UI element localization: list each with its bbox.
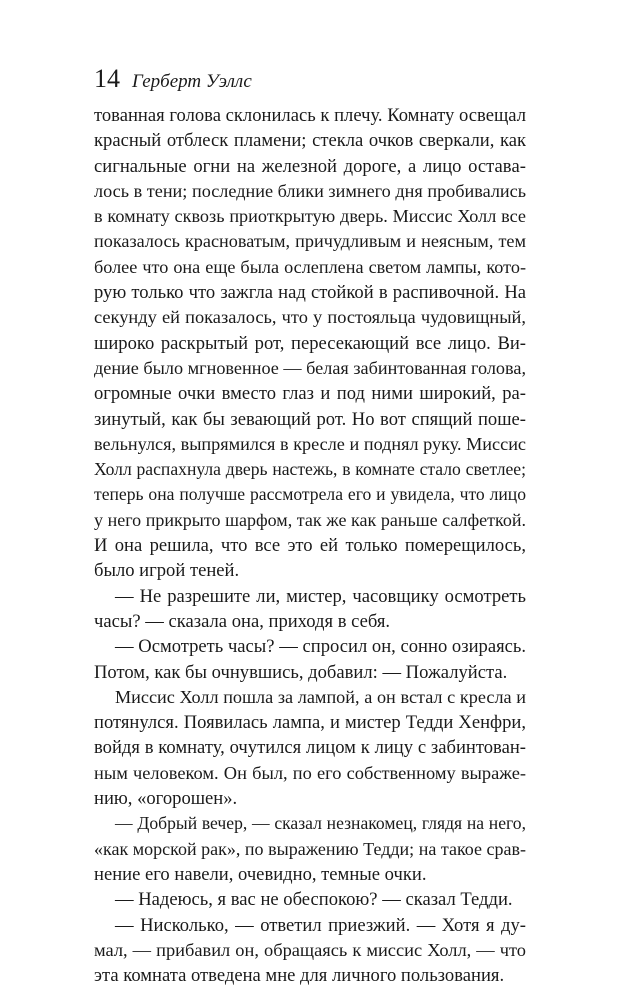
text-line: более что она еще была ослеплена светом лампы, кото-: [94, 256, 526, 277]
text-line: секунду ей показалось, что у постояльца чудовищный,: [94, 307, 526, 328]
text-line: «как морской рак», по выражению Тедди; на такое срав-: [94, 838, 526, 859]
text-line: рую только что зажгла над стойкой в распивочной. На: [94, 282, 526, 304]
text-line: нию, «огорошен».: [94, 788, 238, 810]
dialogue-line: — Добрый вечер, — сказал незнакомец, глядя на него,: [115, 813, 526, 834]
text-line: у него прикрыто шарфом, так же как раньше салфеткой.: [94, 509, 526, 530]
page-number: 14: [94, 64, 120, 93]
text-line: часы? — сказала она, приходя в себя.: [94, 610, 391, 632]
text-line: И она решила, что все это ей только померещилось,: [94, 535, 526, 557]
page-header: [94, 64, 252, 94]
text-line: огромные очки вместо глаз и под ними широкий, ра-: [94, 383, 526, 405]
text-line: показалось красноватым, причудливым и неясным, тем: [94, 231, 526, 252]
text-line: красный отблеск пламени; стекла очков сверкали, как: [94, 130, 526, 152]
dialogue-line: — Не разрешите ли, мистер, часовщику осмотреть: [115, 585, 526, 607]
text-line: мал, — прибавил он, обращаясь к миссис Холл, — что: [94, 939, 526, 960]
text-line: широко раскрытый рот, пересекающий все лицо. Ви-: [94, 332, 526, 354]
text-line: лось в тени; последние блики зимнего дня пробивались: [94, 180, 526, 201]
dialogue-line: — Осмотреть часы? — спросил он, сонно озираясь.: [115, 636, 526, 658]
text-line: дение было мгновенное — белая забинтованная голова,: [94, 357, 526, 378]
text-line: войдя в комнату, очутился лицом к лицу с забинтован-: [94, 737, 526, 759]
text-line: потянулся. Появилась лампа, и мистер Тедди Хенфри,: [94, 712, 526, 734]
text-line: сигнальные огни на железной дороге, а лицо оставa-: [94, 155, 526, 177]
paragraph-start-line: Миссис Холл пошла за лампой, а он встал с кресла и: [115, 686, 526, 707]
body-text: [94, 103, 526, 988]
text-line: вельнулся, выпрямился в кресле и поднял руку. Миссис: [94, 433, 526, 454]
text-line: тованная голова склонилась к плечу. Комнату освещал: [94, 105, 526, 126]
text-line: теперь она получше рассмотрела его и увидела, что лицо: [94, 484, 526, 505]
dialogue-line: — Надеюсь, я вас не обеспокою? — сказал Тедди.: [115, 889, 513, 911]
text-line: нение его навели, очевидно, темные очки.: [94, 863, 427, 885]
text-line: ным человеком. Он был, по его собственному выраже-: [94, 762, 526, 783]
text-line: Потом, как бы очнувшись, добавил: — Пожалуйста.: [94, 661, 508, 683]
dialogue-line: — Нисколько, — ответил приезжий. — Хотя я ду-: [115, 914, 526, 936]
text-line: было игрой теней.: [94, 560, 240, 582]
text-line: Холл распахнула дверь настежь, в комнате стало светлее;: [94, 459, 526, 480]
text-line: зинутый, как бы зевающий рот. Но вот спящий поше-: [94, 408, 526, 430]
text-line: эта комната отведена мне для личного пользования.: [94, 965, 505, 987]
text-line: в комнату сквозь приоткрытую дверь. Миссис Холл все: [94, 206, 526, 227]
running-head-author: Герберт Уэллс: [132, 71, 252, 92]
